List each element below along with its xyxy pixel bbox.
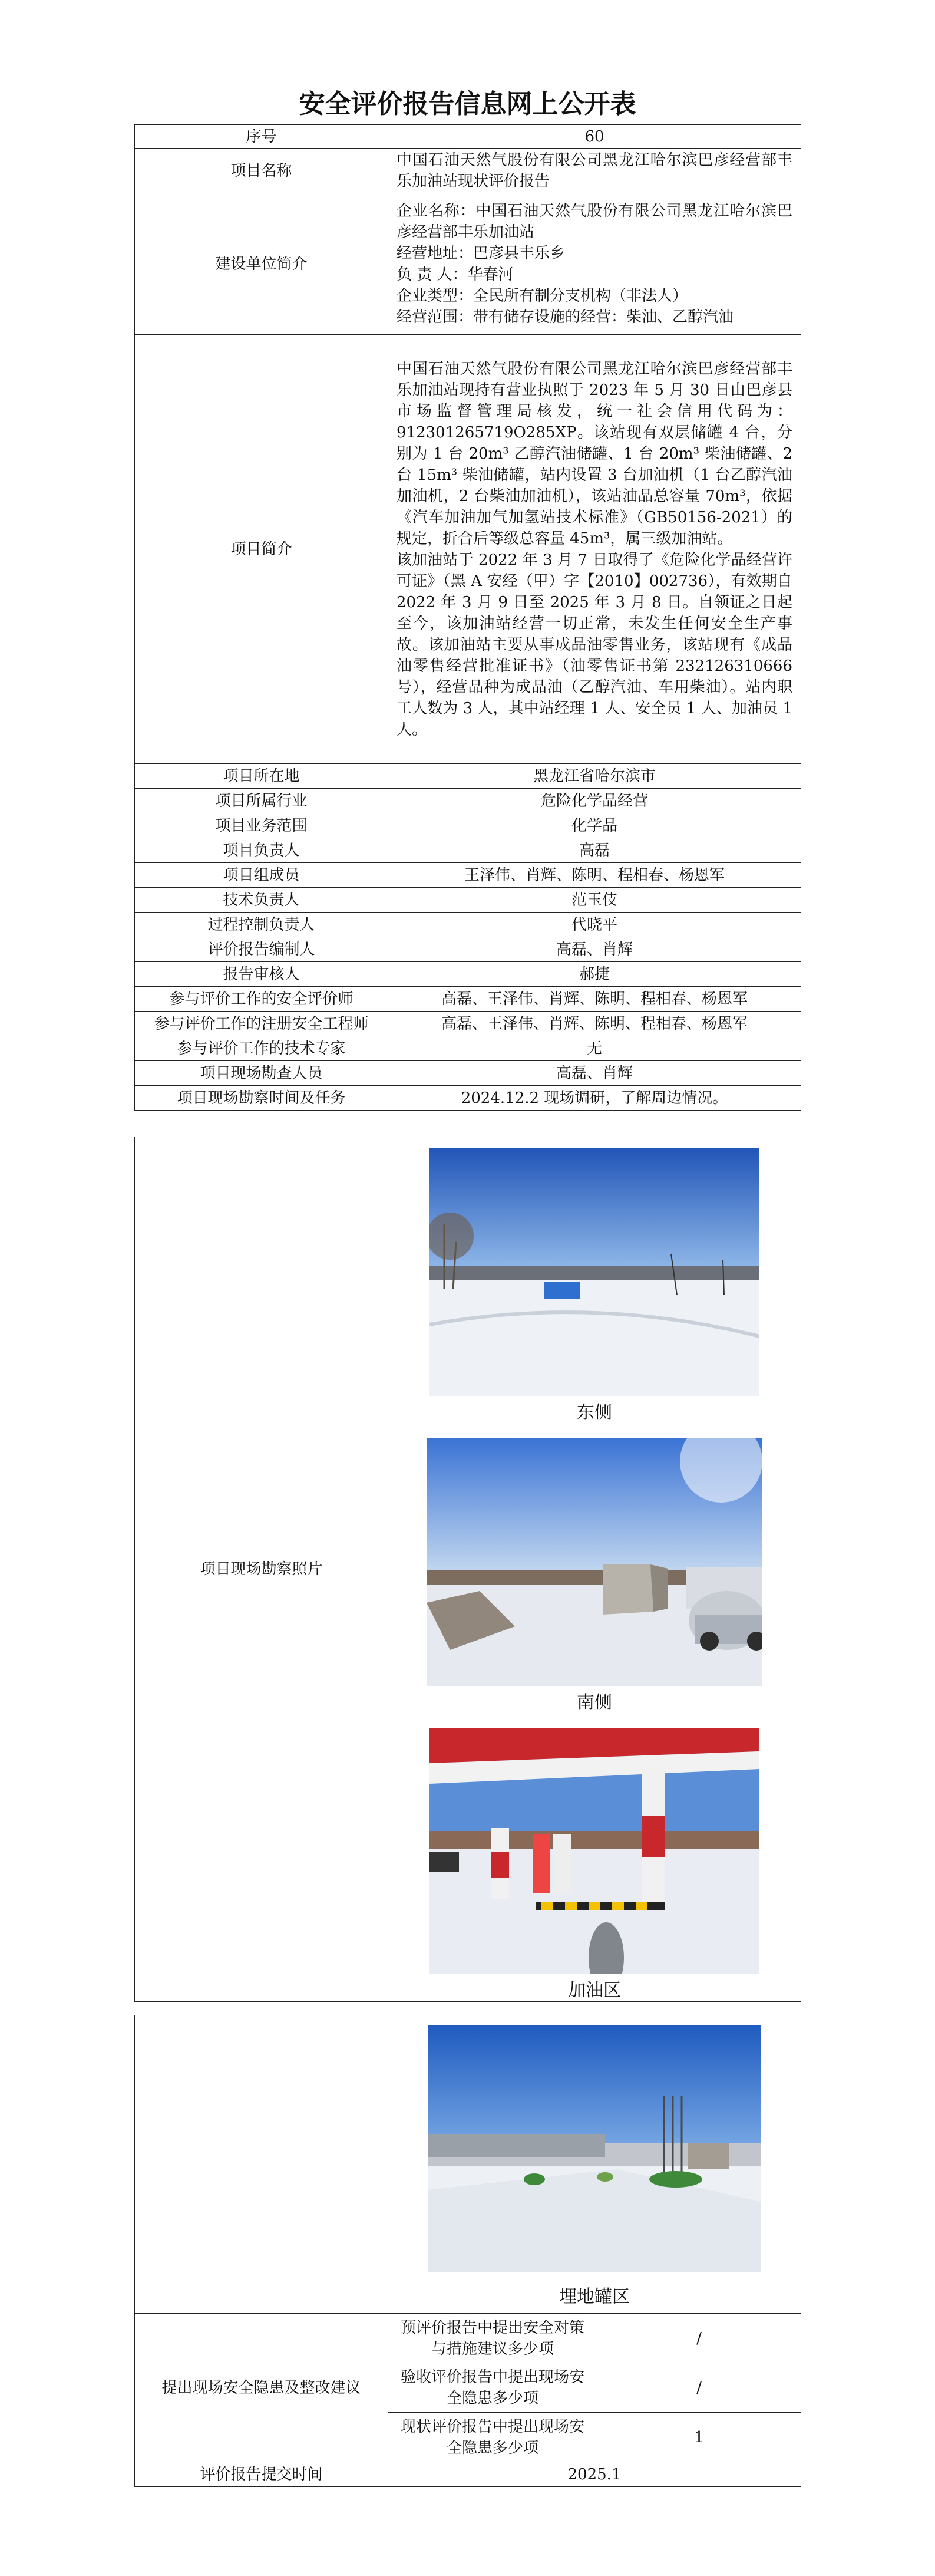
table-row [135, 789, 801, 813]
table-row [135, 913, 801, 937]
row-label: 项目所在地 [135, 764, 388, 789]
table-row [135, 863, 801, 888]
row-value: 危险化学品经营 [388, 789, 801, 813]
row-value: 高磊、肖辉 [388, 1061, 801, 1086]
photo-caption: 东侧 [577, 1402, 612, 1423]
row-label: 项目名称 [135, 149, 388, 193]
hazard-question: 验收评价报告中提出现场安全隐患多少项 [388, 2363, 597, 2413]
hazard-table [134, 2015, 801, 2487]
photo-table [134, 1137, 801, 2002]
row-label: 项目现场勘察时间及任务 [135, 1086, 388, 1111]
row-label: 项目业务范围 [135, 813, 388, 838]
table-row [135, 813, 801, 838]
photo-caption: 加油区 [568, 1980, 621, 2001]
table-row [135, 193, 801, 335]
unit-line: 企业名称：中国石油天然气股份有限公司黑龙江哈尔滨巴彦经营部丰乐加油站 [397, 202, 792, 241]
table-row [135, 937, 801, 962]
unit-line: 企业类型：全民所有制分支机构（非法人） [397, 286, 688, 305]
row-value: 高磊、肖辉 [388, 937, 801, 962]
row-value: 代晓平 [388, 913, 801, 937]
intro-paragraph: 中国石油天然气股份有限公司黑龙江哈尔滨巴彦经营部丰乐加油站现持有营业执照于 2023 年 5 月 30 日由巴彦县市场监督管理局核发，统一社会信用代码为：912301265719O285XP。该站现有双层储罐 4 台，分别为 1 台 20m³ 乙醇汽油储罐、1 台 20m³ 柴油储罐、2 台 15m³ 柴油储罐，站内设置 3 台加油机（1 台乙醇汽油加油机，2 台柴油加油机），该站油品总容量 70m³，依据《汽车加油加气加氢站技术标准》（GB50156-2021）的规定，折合后等级总容量 45m³，属三级加油站。 [397, 360, 792, 548]
table-row [135, 2015, 801, 2314]
row-value: 高磊、王泽伟、肖辉、陈明、程相春、杨恩军 [388, 1012, 801, 1036]
row-value: 高磊 [388, 838, 801, 863]
row-label: 报告审核人 [135, 962, 388, 987]
intro-paragraph: 该加油站于 2022 年 3 月 7 日取得了《危险化学品经营许可证》（黑 A 安经（甲）字【2010】002736），有效期自 2022 年 3 月 9 日至 2025 年 3 月 8 日。自领证之日起至今，该加油站经营一切正常，未发生任何安全生产事故。该加油站主要从事成品油零售业务，该站现有《成品油零售经营批准证书》（油零售证书第 232126310666 号），经营品种为成品油（乙醇汽油、车用柴油）。站内职工人数为 3 人，其中站经理 1 人、安全员 1 人、加油员 1 人。 [397, 551, 792, 739]
row-label: 项目组成员 [135, 863, 388, 888]
row-label: 参与评价工作的注册安全工程师 [135, 1012, 388, 1036]
unit-line: 经营地址：巴彦县丰乐乡 [397, 244, 566, 262]
table-row [135, 1086, 801, 1111]
unit-line: 经营范围：带有储存设施的经营：柴油、乙醇汽油 [397, 308, 734, 326]
row-label: 建设单位简介 [135, 193, 388, 335]
intro-text [388, 335, 801, 764]
row-value: 黑龙江省哈尔滨市 [388, 764, 801, 789]
table-row [135, 1012, 801, 1036]
row-label: 参与评价工作的技术专家 [135, 1036, 388, 1061]
photos-cell [388, 1137, 801, 2002]
unit-line: 负 责 人：华春河 [397, 265, 514, 284]
table-row [135, 149, 801, 193]
row-value: 王泽伟、肖辉、陈明、程相春、杨恩军 [388, 863, 801, 888]
row-value: 化学品 [388, 813, 801, 838]
row-label: 评价报告编制人 [135, 937, 388, 962]
table-row [135, 888, 801, 913]
table-row [135, 125, 801, 149]
row-value: 郝捷 [388, 962, 801, 987]
table-row [135, 1061, 801, 1086]
fueling-area-photo [429, 1728, 759, 1974]
table-row [135, 1137, 801, 2002]
table-row [135, 2314, 801, 2363]
table-row [135, 764, 801, 789]
hazard-answer: 1 [597, 2413, 801, 2462]
row-label: 项目所属行业 [135, 789, 388, 813]
south-photo [427, 1438, 762, 1686]
photos-label: 项目现场勘察照片 [135, 1137, 388, 2002]
row-label: 参与评价工作的安全评价师 [135, 987, 388, 1012]
table-row [135, 1036, 801, 1061]
table-row [135, 987, 801, 1012]
photo-caption: 南侧 [577, 1692, 612, 1713]
row-label: 技术负责人 [135, 888, 388, 913]
tank-photo-cell [388, 2015, 801, 2314]
row-value: 无 [388, 1036, 801, 1061]
hazard-question: 现状评价报告中提出现场安全隐患多少项 [388, 2413, 597, 2462]
info-table [134, 124, 801, 1111]
photo-caption: 埋地罐区 [559, 2287, 630, 2307]
blank-cell [135, 2015, 388, 2314]
hazard-answer: / [597, 2314, 801, 2363]
table-row [135, 838, 801, 863]
row-value: 2024.12.2 现场调研，了解周边情况。 [388, 1086, 801, 1111]
submit-value: 2025.1 [388, 2462, 801, 2487]
submit-label: 评价报告提交时间 [135, 2462, 388, 2487]
row-value: 60 [388, 125, 801, 149]
hazard-question: 预评价报告中提出安全对策与措施建议多少项 [388, 2314, 597, 2363]
row-label: 序号 [135, 125, 388, 149]
tank-area-photo [428, 2025, 761, 2272]
table-row [135, 2462, 801, 2487]
row-value: 中国石油天然气股份有限公司黑龙江哈尔滨巴彦经营部丰乐加油站现状评价报告 [388, 149, 801, 193]
east-photo [429, 1148, 759, 1396]
unit-info [388, 193, 801, 335]
hazards-label: 提出现场安全隐患及整改建议 [135, 2314, 388, 2462]
row-label: 项目简介 [135, 335, 388, 764]
row-label: 过程控制负责人 [135, 913, 388, 937]
row-value: 高磊、王泽伟、肖辉、陈明、程相春、杨恩军 [388, 987, 801, 1012]
page-title: 安全评价报告信息网上公开表 [299, 89, 636, 119]
hazard-answer: / [597, 2363, 801, 2413]
row-label: 项目现场勘查人员 [135, 1061, 388, 1086]
table-row [135, 962, 801, 987]
row-label: 项目负责人 [135, 838, 388, 863]
row-value: 范玉伎 [388, 888, 801, 913]
table-row [135, 335, 801, 764]
